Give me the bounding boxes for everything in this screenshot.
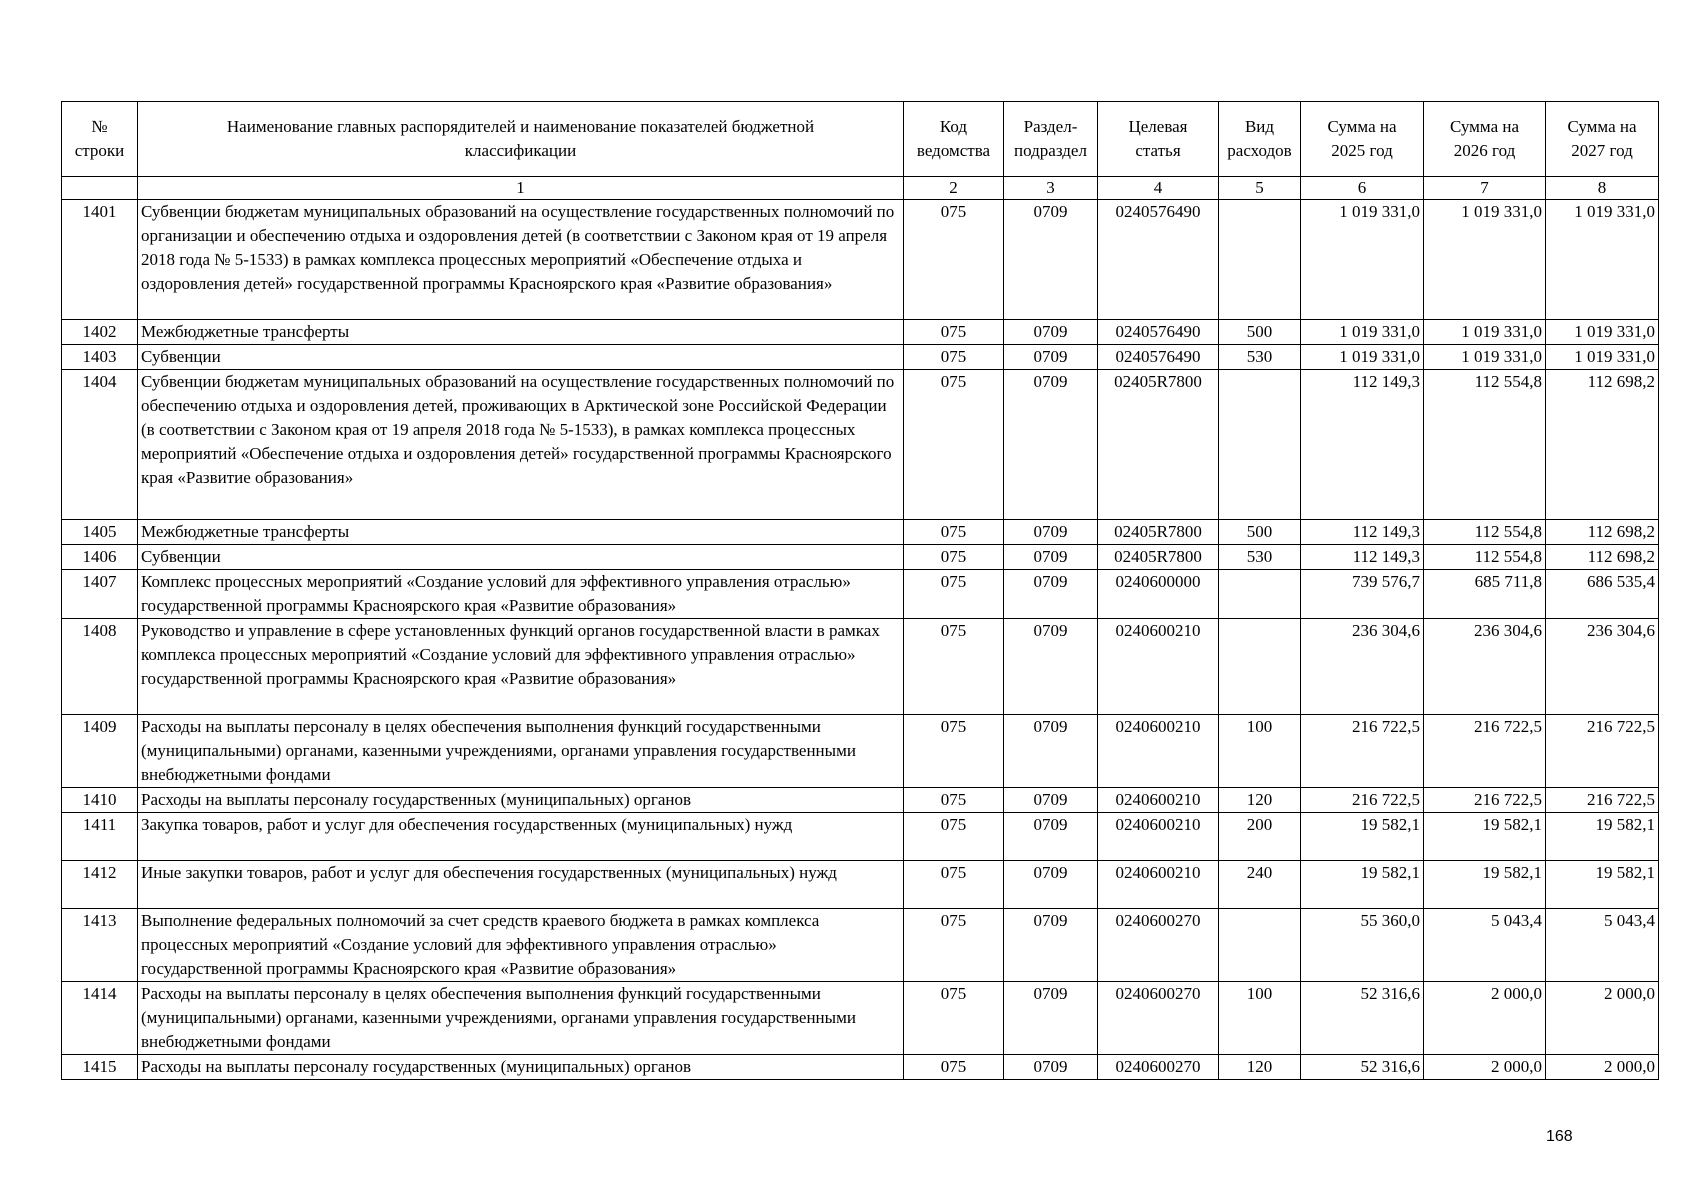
expense-type-cell xyxy=(1219,200,1301,320)
column-number: 7 xyxy=(1424,177,1546,200)
expense-type-cell: 200 xyxy=(1219,813,1301,861)
sum-2027-cell: 19 582,1 xyxy=(1546,813,1659,861)
dept-code-cell: 075 xyxy=(904,345,1004,370)
section-cell: 0709 xyxy=(1004,982,1098,1055)
row-number-cell: 1408 xyxy=(62,619,138,715)
sum-2027-cell: 19 582,1 xyxy=(1546,861,1659,909)
dept-code-cell: 075 xyxy=(904,619,1004,715)
sum-2027-cell: 236 304,6 xyxy=(1546,619,1659,715)
header-target: Целевая статья xyxy=(1098,102,1219,177)
row-number-cell: 1402 xyxy=(62,320,138,345)
row-number-cell: 1414 xyxy=(62,982,138,1055)
expense-type-cell: 530 xyxy=(1219,345,1301,370)
section-cell: 0709 xyxy=(1004,619,1098,715)
dept-code-cell: 075 xyxy=(904,370,1004,520)
target-cell: 0240600210 xyxy=(1098,813,1219,861)
row-name-cell: Субвенции бюджетам муниципальных образований на осуществление государственных полномочий по обеспечению отдыха и оздоровления детей, проживающих в Арктической зоне Российской Федерации (в соответствии с Законом края от 19 апреля 2018 года № 5-1533), в рамках комплекса процессных мероприятий «Обеспечение отдыха и оздоровления детей» государственной программы Красноярского края «Развитие образования» xyxy=(138,370,904,520)
sum-2027-cell: 2 000,0 xyxy=(1546,1055,1659,1080)
sum-2025-cell: 739 576,7 xyxy=(1301,570,1424,619)
target-cell: 0240600270 xyxy=(1098,982,1219,1055)
table-row xyxy=(62,982,1659,1055)
table-row xyxy=(62,520,1659,545)
sum-2027-cell: 1 019 331,0 xyxy=(1546,200,1659,320)
section-cell: 0709 xyxy=(1004,813,1098,861)
row-name-cell: Субвенции xyxy=(138,345,904,370)
row-number-cell: 1413 xyxy=(62,909,138,982)
sum-2026-cell: 2 000,0 xyxy=(1424,982,1546,1055)
target-cell: 0240600270 xyxy=(1098,1055,1219,1080)
table-row xyxy=(62,570,1659,619)
sum-2026-cell: 236 304,6 xyxy=(1424,619,1546,715)
table-row xyxy=(62,813,1659,861)
row-number-cell: 1406 xyxy=(62,545,138,570)
expense-type-cell: 500 xyxy=(1219,520,1301,545)
column-number xyxy=(62,177,138,200)
sum-2026-cell: 112 554,8 xyxy=(1424,545,1546,570)
sum-2026-cell: 1 019 331,0 xyxy=(1424,320,1546,345)
sum-2026-cell: 5 043,4 xyxy=(1424,909,1546,982)
sum-2026-cell: 112 554,8 xyxy=(1424,520,1546,545)
sum-2025-cell: 19 582,1 xyxy=(1301,861,1424,909)
budget-table xyxy=(61,101,1659,1080)
column-number: 1 xyxy=(138,177,904,200)
dept-code-cell: 075 xyxy=(904,788,1004,813)
section-cell: 0709 xyxy=(1004,715,1098,788)
row-number-cell: 1407 xyxy=(62,570,138,619)
sum-2026-cell: 112 554,8 xyxy=(1424,370,1546,520)
table-row xyxy=(62,619,1659,715)
row-number-cell: 1404 xyxy=(62,370,138,520)
dept-code-cell: 075 xyxy=(904,570,1004,619)
section-cell: 0709 xyxy=(1004,345,1098,370)
table-row xyxy=(62,200,1659,320)
dept-code-cell: 075 xyxy=(904,200,1004,320)
page-number: 168 xyxy=(1546,1128,1573,1145)
table-row xyxy=(62,345,1659,370)
section-cell: 0709 xyxy=(1004,370,1098,520)
target-cell: 02405R7800 xyxy=(1098,545,1219,570)
column-number: 4 xyxy=(1098,177,1219,200)
row-number-cell: 1412 xyxy=(62,861,138,909)
header-row-number: № строки xyxy=(62,102,138,177)
target-cell: 0240576490 xyxy=(1098,200,1219,320)
sum-2027-cell: 112 698,2 xyxy=(1546,545,1659,570)
sum-2025-cell: 216 722,5 xyxy=(1301,715,1424,788)
sum-2025-cell: 216 722,5 xyxy=(1301,788,1424,813)
expense-type-cell xyxy=(1219,619,1301,715)
row-name-cell: Расходы на выплаты персоналу в целях обеспечения выполнения функций государственными (муниципальными) органами, казенными учреждениями, органами управления государственными внебюджетными фондами xyxy=(138,715,904,788)
row-number-cell: 1411 xyxy=(62,813,138,861)
dept-code-cell: 075 xyxy=(904,320,1004,345)
row-name-cell: Расходы на выплаты персоналу в целях обеспечения выполнения функций государственными (муниципальными) органами, казенными учреждениями, органами управления государственными внебюджетными фондами xyxy=(138,982,904,1055)
sum-2025-cell: 19 582,1 xyxy=(1301,813,1424,861)
table-row xyxy=(62,715,1659,788)
section-cell: 0709 xyxy=(1004,788,1098,813)
expense-type-cell: 100 xyxy=(1219,715,1301,788)
row-name-cell: Межбюджетные трансферты xyxy=(138,320,904,345)
table-header-row xyxy=(62,102,1659,177)
target-cell: 0240576490 xyxy=(1098,320,1219,345)
row-name-cell: Руководство и управление в сфере установленных функций органов государственной власти в рамках комплекса процессных мероприятий «Создание условий для эффективного управления отраслью» государственной программы Красноярского края «Развитие образования» xyxy=(138,619,904,715)
sum-2027-cell: 216 722,5 xyxy=(1546,715,1659,788)
sum-2025-cell: 112 149,3 xyxy=(1301,370,1424,520)
target-cell: 0240600210 xyxy=(1098,861,1219,909)
header-section: Раздел-подраздел xyxy=(1004,102,1098,177)
section-cell: 0709 xyxy=(1004,570,1098,619)
row-name-cell: Субвенции xyxy=(138,545,904,570)
row-name-cell: Межбюджетные трансферты xyxy=(138,520,904,545)
sum-2027-cell: 5 043,4 xyxy=(1546,909,1659,982)
table-row xyxy=(62,909,1659,982)
expense-type-cell: 120 xyxy=(1219,1055,1301,1080)
sum-2025-cell: 52 316,6 xyxy=(1301,982,1424,1055)
sum-2025-cell: 1 019 331,0 xyxy=(1301,320,1424,345)
target-cell: 0240600270 xyxy=(1098,909,1219,982)
section-cell: 0709 xyxy=(1004,520,1098,545)
dept-code-cell: 075 xyxy=(904,813,1004,861)
table-row xyxy=(62,320,1659,345)
row-number-cell: 1409 xyxy=(62,715,138,788)
dept-code-cell: 075 xyxy=(904,909,1004,982)
section-cell: 0709 xyxy=(1004,861,1098,909)
column-number: 3 xyxy=(1004,177,1098,200)
section-cell: 0709 xyxy=(1004,909,1098,982)
dept-code-cell: 075 xyxy=(904,545,1004,570)
row-name-cell: Расходы на выплаты персоналу государственных (муниципальных) органов xyxy=(138,788,904,813)
expense-type-cell: 530 xyxy=(1219,545,1301,570)
sum-2026-cell: 2 000,0 xyxy=(1424,1055,1546,1080)
expense-type-cell: 240 xyxy=(1219,861,1301,909)
expense-type-cell: 120 xyxy=(1219,788,1301,813)
target-cell: 0240600210 xyxy=(1098,715,1219,788)
sum-2025-cell: 52 316,6 xyxy=(1301,1055,1424,1080)
row-number-cell: 1405 xyxy=(62,520,138,545)
table-row xyxy=(62,545,1659,570)
column-numbers-row xyxy=(62,177,1659,200)
row-number-cell: 1403 xyxy=(62,345,138,370)
target-cell: 02405R7800 xyxy=(1098,520,1219,545)
row-number-cell: 1401 xyxy=(62,200,138,320)
dept-code-cell: 075 xyxy=(904,1055,1004,1080)
target-cell: 0240600210 xyxy=(1098,788,1219,813)
dept-code-cell: 075 xyxy=(904,520,1004,545)
sum-2025-cell: 112 149,3 xyxy=(1301,520,1424,545)
target-cell: 0240576490 xyxy=(1098,345,1219,370)
row-name-cell: Выполнение федеральных полномочий за счет средств краевого бюджета в рамках комплекса процессных мероприятий «Создание условий для эффективного управления отраслью» государственной программы Красноярского края «Развитие образования» xyxy=(138,909,904,982)
sum-2027-cell: 2 000,0 xyxy=(1546,982,1659,1055)
header-expense-type: Вид расходов xyxy=(1219,102,1301,177)
section-cell: 0709 xyxy=(1004,545,1098,570)
dept-code-cell: 075 xyxy=(904,715,1004,788)
expense-type-cell: 500 xyxy=(1219,320,1301,345)
sum-2026-cell: 216 722,5 xyxy=(1424,715,1546,788)
column-number: 6 xyxy=(1301,177,1424,200)
expense-type-cell: 100 xyxy=(1219,982,1301,1055)
header-sum-2026: Сумма на 2026 год xyxy=(1424,102,1546,177)
table-row xyxy=(62,788,1659,813)
sum-2025-cell: 112 149,3 xyxy=(1301,545,1424,570)
sum-2026-cell: 1 019 331,0 xyxy=(1424,345,1546,370)
header-sum-2025: Сумма на 2025 год xyxy=(1301,102,1424,177)
sum-2025-cell: 1 019 331,0 xyxy=(1301,200,1424,320)
sum-2027-cell: 112 698,2 xyxy=(1546,370,1659,520)
sum-2027-cell: 1 019 331,0 xyxy=(1546,345,1659,370)
sum-2025-cell: 1 019 331,0 xyxy=(1301,345,1424,370)
column-number: 5 xyxy=(1219,177,1301,200)
row-name-cell: Расходы на выплаты персоналу государственных (муниципальных) органов xyxy=(138,1055,904,1080)
header-sum-2027: Сумма на 2027 год xyxy=(1546,102,1659,177)
table-row xyxy=(62,370,1659,520)
sum-2026-cell: 1 019 331,0 xyxy=(1424,200,1546,320)
target-cell: 0240600000 xyxy=(1098,570,1219,619)
column-number: 8 xyxy=(1546,177,1659,200)
section-cell: 0709 xyxy=(1004,1055,1098,1080)
sum-2026-cell: 19 582,1 xyxy=(1424,813,1546,861)
header-dept-code: Код ведомства xyxy=(904,102,1004,177)
dept-code-cell: 075 xyxy=(904,982,1004,1055)
expense-type-cell xyxy=(1219,909,1301,982)
target-cell: 0240600210 xyxy=(1098,619,1219,715)
row-name-cell: Субвенции бюджетам муниципальных образований на осуществление государственных полномочий по организации и обеспечению отдыха и оздоровления детей (в соответствии с Законом края от 19 апреля 2018 года № 5-1533) в рамках комплекса процессных мероприятий «Обеспечение отдыха и оздоровления детей» государственной программы Красноярского края «Развитие образования» xyxy=(138,200,904,320)
sum-2026-cell: 216 722,5 xyxy=(1424,788,1546,813)
row-name-cell: Иные закупки товаров, работ и услуг для обеспечения государственных (муниципальных) нужд xyxy=(138,861,904,909)
table-row xyxy=(62,1055,1659,1080)
row-number-cell: 1410 xyxy=(62,788,138,813)
sum-2027-cell: 216 722,5 xyxy=(1546,788,1659,813)
section-cell: 0709 xyxy=(1004,320,1098,345)
column-number: 2 xyxy=(904,177,1004,200)
table-row xyxy=(62,861,1659,909)
header-name: Наименование главных распорядителей и наименование показателей бюджетной классификации xyxy=(138,102,904,177)
section-cell: 0709 xyxy=(1004,200,1098,320)
sum-2025-cell: 236 304,6 xyxy=(1301,619,1424,715)
expense-type-cell xyxy=(1219,570,1301,619)
dept-code-cell: 075 xyxy=(904,861,1004,909)
row-number-cell: 1415 xyxy=(62,1055,138,1080)
sum-2026-cell: 685 711,8 xyxy=(1424,570,1546,619)
sum-2027-cell: 686 535,4 xyxy=(1546,570,1659,619)
row-name-cell: Комплекс процессных мероприятий «Создание условий для эффективного управления отраслью» государственной программы Красноярского края «Развитие образования» xyxy=(138,570,904,619)
sum-2027-cell: 1 019 331,0 xyxy=(1546,320,1659,345)
expense-type-cell xyxy=(1219,370,1301,520)
sum-2027-cell: 112 698,2 xyxy=(1546,520,1659,545)
sum-2026-cell: 19 582,1 xyxy=(1424,861,1546,909)
row-name-cell: Закупка товаров, работ и услуг для обеспечения государственных (муниципальных) нужд xyxy=(138,813,904,861)
target-cell: 02405R7800 xyxy=(1098,370,1219,520)
sum-2025-cell: 55 360,0 xyxy=(1301,909,1424,982)
